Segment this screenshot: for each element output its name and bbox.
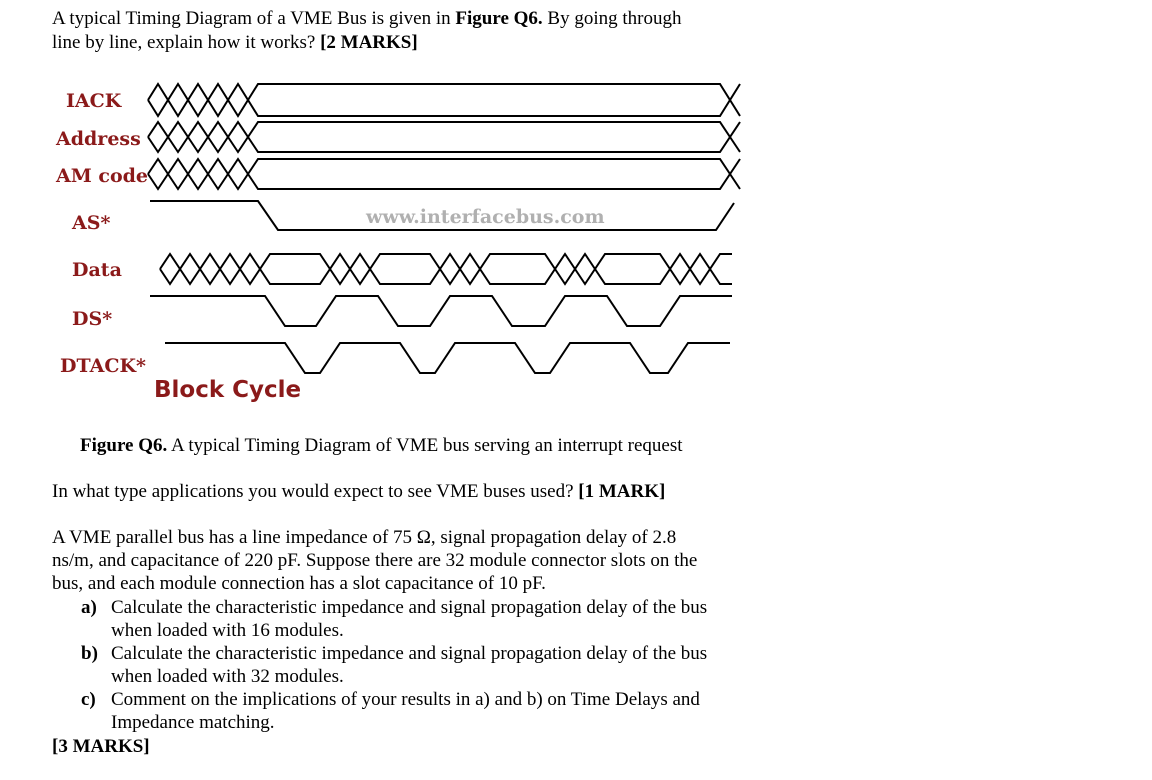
signal-label-iack: IACK: [66, 90, 122, 112]
question3-item-c: [81, 688, 700, 711]
item-a-label: a): [81, 597, 97, 618]
question2-marks: [1 MARK]: [578, 481, 666, 502]
signal-label-dtack: DTACK*: [60, 355, 146, 377]
signal-label-address: Address: [56, 128, 141, 150]
signal-label-as: AS*: [72, 212, 111, 234]
waveform-address: [148, 122, 740, 152]
signal-label-ds: DS*: [72, 308, 113, 330]
question3-intro-line2: ns/m, and capacitance of 220 pF. Suppose there are 32 module connector slots on the: [52, 550, 698, 571]
item-c-line1: Comment on the implications of your results in a) and b) on Time Delays and: [111, 689, 700, 710]
question1-text-post: By going through: [542, 8, 682, 29]
signal-label-am-code: AM code: [56, 165, 149, 187]
question3-item-a: [81, 596, 707, 619]
item-a-line2: when loaded with 16 modules.: [111, 620, 344, 641]
item-b-line1: Calculate the characteristic impedance and signal propagation delay of the bus: [111, 643, 708, 664]
item-b-line2: when loaded with 32 modules.: [111, 666, 344, 687]
question1-text-pre: A typical Timing Diagram of a VME Bus is given in: [52, 8, 456, 29]
waveform-iack: [148, 84, 740, 116]
question2: [52, 480, 665, 503]
item-a-line1: Calculate the characteristic impedance and signal propagation delay of the bus: [111, 597, 708, 618]
waveform-am-code: [148, 159, 740, 189]
item-b-label: b): [81, 643, 98, 664]
question1-figure-ref: Figure Q6.: [455, 8, 543, 29]
question2-text: In what type applications you would expect to see VME buses used?: [52, 481, 579, 502]
watermark-text: www.interfacebus.com: [366, 206, 605, 228]
block-cycle-label: Block Cycle: [154, 377, 302, 403]
figure-caption-text: A typical Timing Diagram of VME bus serving an interrupt request: [167, 435, 683, 456]
question3-marks: [3 MARKS]: [52, 736, 150, 757]
question1-text-line2: line by line, explain how it works?: [52, 32, 321, 53]
waveform-dtack: [165, 343, 730, 373]
figure-caption-ref: Figure Q6.: [80, 435, 168, 456]
figure-caption: [80, 434, 683, 457]
waveform-ds: [150, 296, 732, 326]
waveform-data: [160, 254, 732, 284]
question1-marks: [2 MARKS]: [320, 32, 418, 53]
signal-label-data: Data: [72, 259, 122, 281]
question3-intro-line1: A VME parallel bus has a line impedance of 75 Ω, signal propagation delay of 2.8: [52, 527, 677, 548]
question3-item-b: [81, 642, 707, 665]
item-c-label: c): [81, 689, 96, 710]
item-c-line2: Impedance matching.: [111, 712, 275, 733]
question3-intro-line3: bus, and each module connection has a slot capacitance of 10 pF.: [52, 573, 546, 594]
